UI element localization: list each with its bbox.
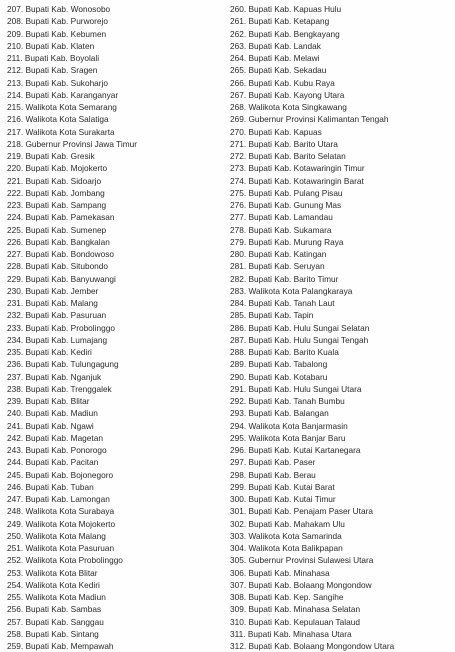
list-item: 255. Walikota Kota Madiun [7, 592, 106, 602]
list-item: 288. Bupati Kab. Barito Kuala [230, 347, 339, 357]
list-item: 248. Walikota Kota Surabaya [7, 506, 115, 517]
list-item: 208. Bupati Kab. Purworejo [7, 16, 109, 27]
recipient-list-left [7, 3, 137, 652]
list-item: 246. Bupati Kab. Tuban [7, 481, 94, 492]
list-item: 312. Bupati Kab. Bolaang Mongondow Utara [230, 641, 395, 651]
list-item: 235. Bupati Kab. Kediri [7, 347, 92, 357]
list-item: 281. Bupati Kab. Seruyan [230, 261, 325, 272]
list-item: 229. Bupati Kab. Banyuwangi [7, 273, 116, 284]
list-item: 272. Bupati Kab. Barito Selatan [230, 151, 346, 161]
list-item: 217. Walikota Kota Surakarta [7, 126, 115, 137]
list-item: 244. Bupati Kab. Pacitan [7, 457, 99, 468]
list-item: 300. Bupati Kab. Kutai Timur [230, 494, 336, 504]
list-item: 227. Bupati Kab. Bondowoso [7, 249, 115, 259]
list-item: 249. Walikota Kota Mojokerto [7, 518, 116, 529]
list-item: 259. Bupati Kab. Mempawah [7, 641, 114, 651]
list-item: 232. Bupati Kab. Pasuruan [7, 310, 107, 321]
list-item: 299. Bupati Kab. Kutai Barat [230, 481, 335, 492]
list-item: 224. Bupati Kab. Pamekasan [7, 212, 115, 223]
list-item: 295. Walikota Kota Banjar Baru [230, 432, 346, 443]
list-item: 216. Walikota Kota Salatiga [7, 114, 109, 125]
list-item: 309. Bupati Kab. Minahasa Selatan [230, 604, 361, 615]
list-item: 278. Bupati Kab. Sukamara [230, 224, 332, 235]
list-item: 261. Bupati Kab. Ketapang [230, 16, 330, 27]
list-item: 245. Bupati Kab. Bojonegoro [7, 469, 114, 480]
list-item: 221. Bupati Kab. Sidoarjo [7, 175, 102, 186]
list-item: 222. Bupati Kab. Jombang [7, 187, 105, 198]
list-item: 287. Bupati Kab. Hulu Sungai Tengah [230, 334, 369, 345]
list-item: 292. Bupati Kab. Tanah Bumbu [230, 396, 345, 406]
list-item: 241. Bupati Kab. Ngawi [7, 420, 94, 431]
list-item: 262. Bupati Kab. Bengkayang [230, 28, 340, 39]
list-item: 253. Walikota Kota Blitar [7, 567, 98, 578]
list-item: 290. Bupati Kab. Kotabaru [230, 371, 328, 382]
list-item: 223. Bupati Kab. Sampang [7, 200, 107, 210]
list-item: 230. Bupati Kab. Jember [7, 285, 99, 296]
list-item: 218. Gubernur Provinsi Jawa Timur [7, 138, 138, 149]
list-item: 308. Bupati Kab. Kep. Sangihe [230, 592, 344, 602]
list-item: 296. Bupati Kab. Kutai Kartanegara [230, 445, 361, 455]
list-item: 307. Bupati Kab. Bolaang Mongondow [230, 579, 372, 590]
list-item: 256. Bupati Kab. Sambas [7, 604, 102, 615]
list-item: 279. Bupati Kab. Murung Raya [230, 236, 344, 247]
list-item: 289. Bupati Kab. Tabalong [230, 359, 328, 370]
list-item: 250. Walikota Kota Malang [7, 530, 106, 541]
list-item: 274. Bupati Kab. Kotawaringin Barat [230, 175, 364, 186]
list-item: 304. Walikota Kota Balikpapan [230, 543, 343, 553]
list-item: 267. Bupati Kab. Kayong Utara [230, 89, 345, 100]
list-item: 305. Gubernur Provinsi Sulawesi Utara [230, 555, 374, 566]
list-item: 291. Bupati Kab. Hulu Sungai Utara [230, 383, 362, 394]
list-item: 243. Bupati Kab. Ponorogo [7, 445, 107, 455]
list-item: 225. Bupati Kab. Sumenep [7, 224, 107, 235]
list-item: 213. Bupati Kab. Sukoharjo [7, 77, 109, 88]
list-item: 282. Bupati Kab. Barito Timur [230, 273, 339, 284]
list-item: 240. Bupati Kab. Madiun [7, 408, 98, 419]
list-item: 260. Bupati Kab. Kapuas Hulu [230, 4, 342, 14]
list-item: 237. Bupati Kab. Nganjuk [7, 371, 102, 382]
list-item: 285. Bupati Kab. Tapin [230, 310, 314, 321]
list-item: 209. Bupati Kab. Kebumen [7, 28, 107, 39]
list-item: 311. Bupati Kab. Minahasa Utara [230, 628, 352, 639]
list-item: 219. Bupati Kab. Gresik [7, 151, 95, 161]
list-item: 277. Bupati Kab. Lamandau [230, 212, 333, 223]
list-item: 293. Bupati Kab. Balangan [230, 408, 329, 419]
list-item: 284. Bupati Kab. Tanah Laut [230, 298, 335, 308]
list-item: 294. Walikota Kota Banjarmasin [230, 420, 348, 431]
list-item: 268. Walikota Kota Singkawang [230, 102, 347, 112]
list-item: 238. Bupati Kab. Trenggalek [7, 383, 112, 394]
list-item: 283. Walikota Kota Palangkaraya [230, 285, 353, 296]
list-item: 210. Bupati Kab. Klaten [7, 40, 95, 51]
list-item: 251. Walikota Kota Pasuruan [7, 543, 115, 553]
list-item: 236. Bupati Kab. Tulungagung [7, 359, 119, 370]
list-item: 276. Bupati Kab. Gunung Mas [230, 200, 342, 210]
list-item: 301. Bupati Kab. Penajam Paser Utara [230, 506, 373, 517]
list-item: 258. Bupati Kab. Sintang [7, 628, 99, 639]
list-item: 271. Bupati Kab. Barito Utara [230, 138, 338, 149]
list-item: 280. Bupati Kab. Katingan [230, 249, 327, 259]
list-item: 263. Bupati Kab. Landak [230, 40, 321, 51]
list-item: 233. Bupati Kab. Probolinggo [7, 322, 115, 333]
list-item: 220. Bupati Kab. Mojokerto [7, 163, 108, 174]
list-item: 215. Walikota Kota Semarang [7, 102, 117, 112]
list-item: 231. Bupati Kab. Malang [7, 298, 98, 308]
list-item: 273. Bupati Kab. Kotawaringin Timur [230, 163, 365, 174]
list-item: 214. Bupati Kab. Karanganyar [7, 89, 119, 100]
recipient-list-right [230, 3, 394, 652]
list-item: 207. Bupati Kab. Wonosobo [7, 4, 111, 14]
list-item: 265. Bupati Kab. Sekadau [230, 65, 327, 76]
list-item: 252. Walikota Kota Probolinggo [7, 555, 123, 566]
list-item: 239. Bupati Kab. Blitar [7, 396, 90, 406]
list-item: 303. Walikota Kota Samarinda [230, 530, 342, 541]
list-item: 228. Bupati Kab. Situbondo [7, 261, 109, 272]
list-item: 257. Bupati Kab. Sanggau [7, 616, 104, 627]
list-item: 297. Bupati Kab. Paser [230, 457, 316, 468]
list-item: 254. Walikota Kota Kediri [7, 579, 100, 590]
list-item: 298. Bupati Kab. Berau [230, 469, 316, 480]
list-item: 302. Bupati Kab. Mahakam Ulu [230, 518, 345, 529]
list-item: 247. Bupati Kab. Lamongan [7, 494, 110, 504]
list-item: 226. Bupati Kab. Bangkalan [7, 236, 110, 247]
list-item: 286. Bupati Kab. Hulu Sungai Selatan [230, 322, 370, 333]
list-item: 306. Bupati Kab. Minahasa [230, 567, 330, 578]
list-item: 211. Bupati Kab. Boyolali [7, 53, 100, 63]
list-item: 242. Bupati Kab. Magetan [7, 432, 103, 443]
list-item: 264. Bupati Kab. Melawi [230, 53, 320, 63]
list-item: 310. Bupati Kab. Kepulauan Talaud [230, 616, 360, 627]
list-item: 234. Bupati Kab. Lumajang [7, 334, 108, 345]
list-item: 269. Gubernur Provinsi Kalimantan Tengah [230, 114, 389, 125]
list-item: 270. Bupati Kab. Kapuas [230, 126, 322, 137]
list-item: 266. Bupati Kab. Kubu Raya [230, 77, 335, 88]
list-item: 275. Bupati Kab. Pulang Pisau [230, 187, 343, 198]
list-item: 212. Bupati Kab. Sragen [7, 65, 98, 76]
